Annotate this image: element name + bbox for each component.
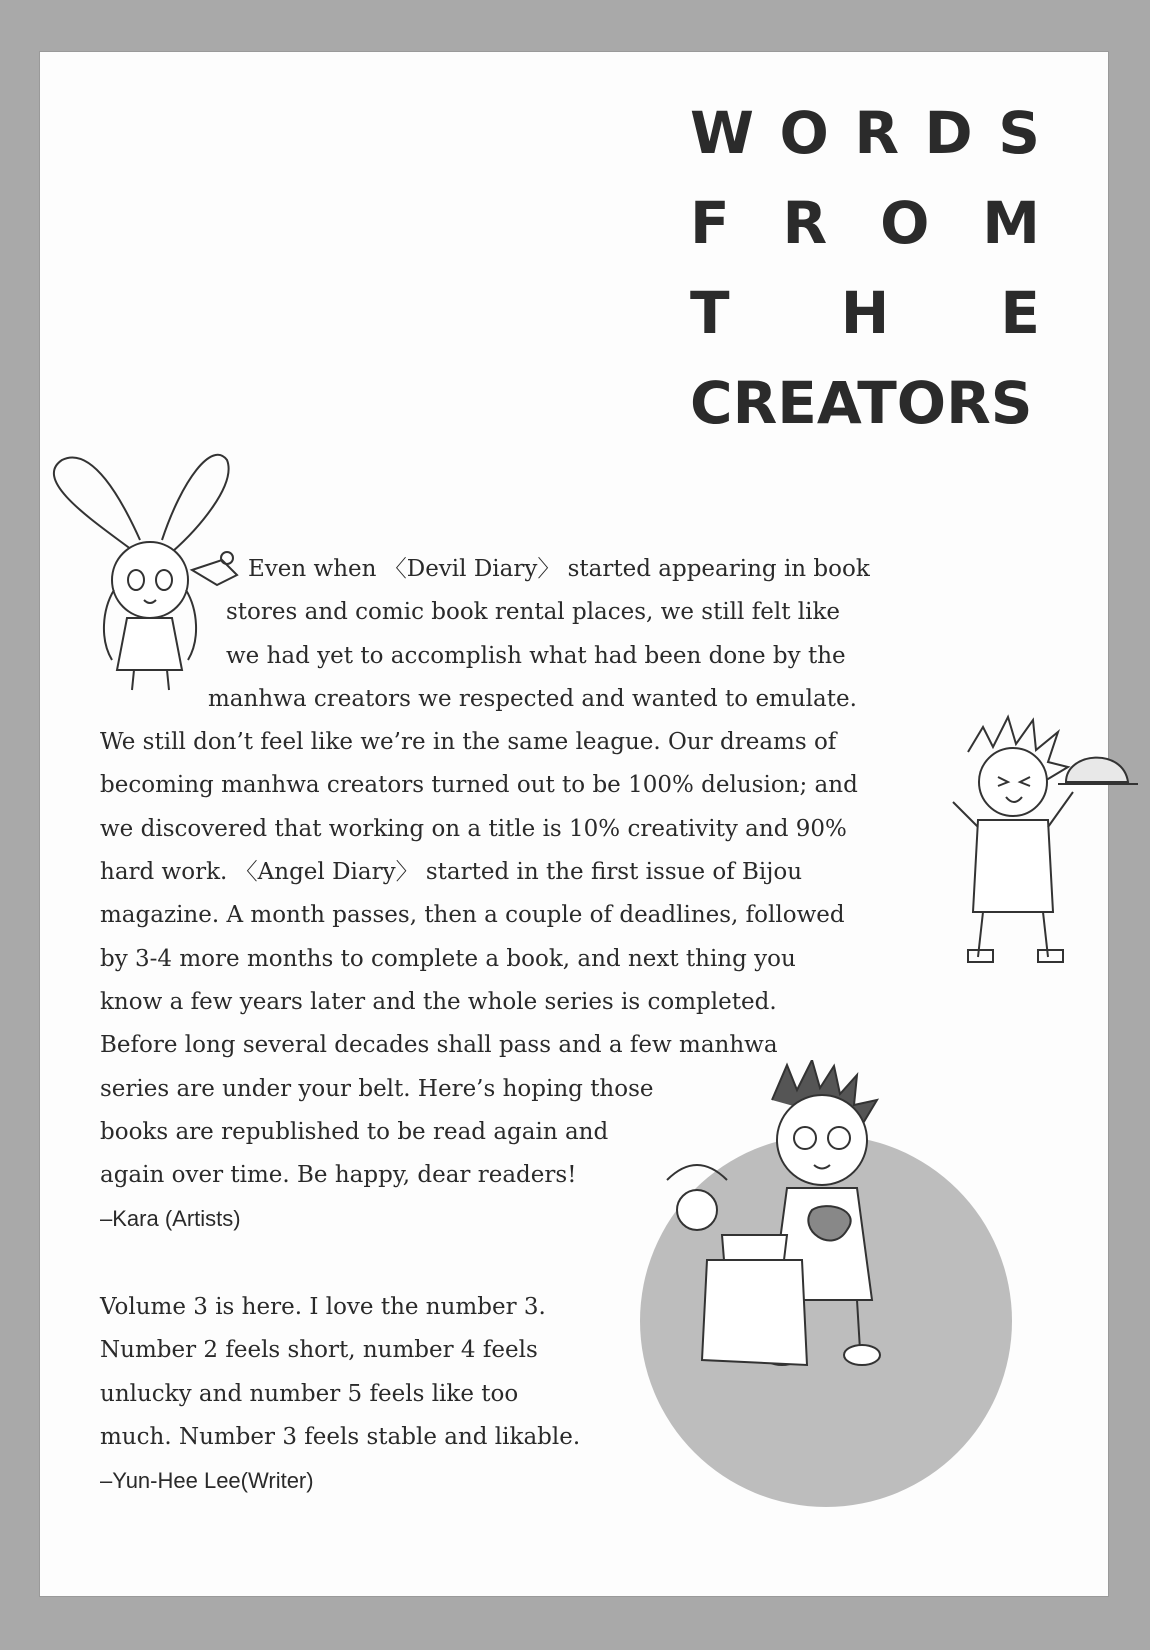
text-line: stores and comic book rental places, we still felt like [226, 599, 841, 626]
signature-kara: –Kara (Artists) [100, 1206, 241, 1232]
title-letter: R [854, 99, 901, 167]
text-line: series are under your belt. Here’s hoping those [100, 1075, 654, 1102]
text-line: hard work. 〈Angel Diary〉 started in the first issue of Bijou [100, 859, 803, 886]
title-letter: M [982, 189, 1042, 257]
title-letter: H [840, 279, 892, 347]
title-letter: R [782, 189, 830, 257]
title-letter: S [998, 99, 1042, 167]
text-line: we had yet to accomplish what had been done by the [226, 642, 846, 669]
title-row-4: CREATORS [690, 369, 1033, 437]
title-letter: D [924, 99, 975, 167]
title-row-3 [690, 268, 1042, 358]
text-line: again over time. Be happy, dear readers! [100, 1162, 577, 1189]
title-letter: T [690, 279, 732, 347]
text-line: becoming manhwa creators turned out to be 100% delusion; and [100, 772, 858, 799]
text-line: Number 2 feels short, number 4 feels [100, 1337, 538, 1364]
text-line: Volume 3 is here. I love the number 3. [100, 1294, 546, 1320]
creators-note-yun-hee-lee [100, 1286, 580, 1503]
page-title [690, 88, 1042, 448]
text-line: know a few years later and the whole series is completed. [100, 988, 777, 1015]
text-line: we discovered that working on a title is 10% creativity and 90% [100, 815, 847, 842]
signature-yun-hee-lee: –Yun-Hee Lee(Writer) [100, 1468, 314, 1494]
text-line: Even when 〈Devil Diary〉 started appearing in book [248, 556, 870, 582]
text-line: manhwa creators we respected and wanted to emulate. [208, 685, 857, 712]
title-row-2 [690, 178, 1042, 268]
title-letter: W [690, 99, 756, 167]
text-line: magazine. A month passes, then a couple of deadlines, followed [100, 902, 845, 929]
text-line: books are republished to be read again and [100, 1118, 609, 1145]
chef-boy-illustration [948, 712, 1148, 972]
text-line: We still don’t feel like we’re in the same league. Our dreams of [100, 729, 837, 756]
title-letter: O [779, 99, 831, 167]
title-letter: F [690, 189, 732, 257]
text-line: by 3-4 more months to complete a book, and next thing you [100, 945, 796, 972]
title-letter: O [880, 189, 932, 257]
text-line: much. Number 3 feels stable and likable. [100, 1423, 581, 1450]
text-line: unlucky and number 5 feels like too [100, 1380, 519, 1407]
creators-note-kara [100, 548, 870, 1241]
title-row-1 [690, 88, 1042, 178]
text-line: Before long several decades shall pass and a few manhwa [100, 1032, 778, 1059]
title-letter: E [1000, 279, 1042, 347]
